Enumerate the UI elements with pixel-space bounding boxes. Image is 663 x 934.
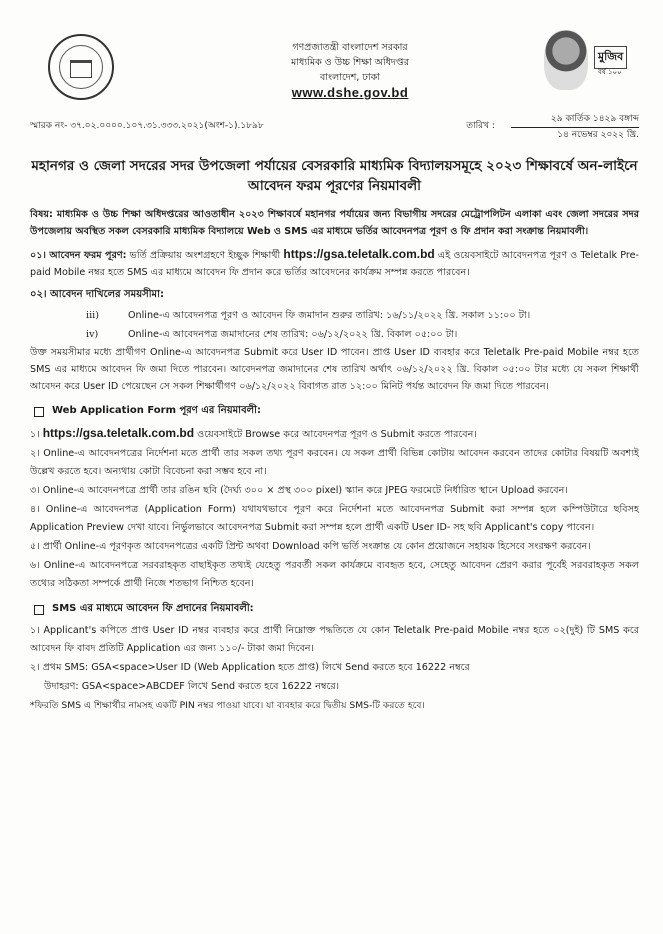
rule-text: প্রার্থী Online-এ পূরণকৃত আবেদনপত্রের একটি প্রিন্ট অথবা Download কপি ভর্তি সংক্রান্ত যে কোন প্রয়োজনে সহায়ক হিসেবে সংরক্ষণ করবেন।: [39, 541, 591, 552]
mujib-sub-label: বর্ষ ১০০: [598, 68, 622, 76]
rule-num: ৪।: [30, 504, 40, 515]
sms-note: *ফিরতি SMS এ শিক্ষার্থীর নামসহ একটি PIN নম্বর পাওয়া যাবে। যা ব্যবহার করে দ্বিতীয় SMS-টি করতে হবে।: [30, 700, 425, 711]
deadline-num: iii): [86, 310, 99, 321]
website-link[interactable]: www.dshe.gov.bd: [291, 85, 409, 100]
mujib-year-logo-icon: [538, 28, 642, 98]
web-rules-heading: [30, 403, 639, 420]
section-2-paragraph: উক্ত সময়সীমার মধ্যে প্রার্থীগণ Online-এ আবেদনপত্র Submit করে User ID পাবেন। প্রাপ্ত User ID ব্যবহার করে Teletalk Pre-paid Mobile নম্বর হতে SMS এর মাধ্যমে আবেদন ফি জমা দিতে পারবেন। আবেদনপত্র জমাদানের শেষ তারিখ অর্থাৎ ০৬/১২/২০২২ খ্রি. বিকাল ০৫:০০ টার মধ্যে যে সকল শিক্ষার্থী আবেদন করে User ID পেয়েছেন সে সকল শিক্ষার্থীগণ ০৬/১২/২০২২ বিবাগত রাত ১২:০০ মিনিট পর্যন্ত আবেদন ফি জমা দিতে পারবেন।: [30, 347, 639, 392]
reference-number: স্মারক নং- ৩৭.০২.০০০০.১০৭.৩১.৩৩৩.২০২১(অংশ-১).১৮৯৮: [30, 121, 264, 131]
web-rule-item: [30, 445, 639, 481]
rule-text: Applicant's কপিতে প্রাপ্ত User ID নম্বর ব্যবহার করে প্রার্থী নিম্নোক্ত পদ্ধতিতে যে কোন Teletalk Pre-paid Mobile নম্বর হতে ০২(দুই) টি SMS করে আবেদন ফি বাবদ প্রতিটি Application এর জন্য ১১০/- টাকা জমা দিবেন।: [30, 625, 639, 654]
reference-row: [30, 112, 639, 142]
web-rule-item: [30, 538, 639, 556]
web-rule-item: [30, 501, 639, 537]
deadline-item: [30, 306, 639, 325]
gov-line-2: মাধ্যমিক ও উচ্চ শিক্ষা অধিদপ্তর: [291, 57, 409, 68]
sms-example: উদাহরণ: GSA<space>ABCDEF লিখে Send করতে হবে 16222 নম্বরে।: [44, 681, 340, 692]
rule-num: ২।: [30, 662, 40, 673]
web-rule-item: [30, 424, 639, 444]
section-1-label: ০১। আবেদন ফরম পূরণ:: [30, 250, 127, 261]
rule-num: ২।: [30, 448, 40, 459]
rule-text: Online-এ আবেদনপত্রের নির্দেশনা মতে প্রার্থী তার সকল তথ্য পূরণ করবেন। যে সকল প্রার্থী বিভিন্ন কোটায় আবেদন করবেন তাদের কোটার বিষয়টি অবশ্যই উল্লেখ করতে হবে। অন্যথায় কোটা বিবেচনা করা সম্ভব হবে না।: [30, 448, 639, 477]
web-rule-item: [30, 557, 639, 593]
section-1-url[interactable]: https://gsa.teletalk.com.bd: [283, 247, 435, 261]
section-1-text-b: এই ওয়েবসাইটে আবেদনপত্র পূরণ ও Teletalk Pre-paid Mobile নম্বর হতে SMS এর মাধ্যমে আবেদন ফি প্রদান করে ভর্তির আবেদনের কার্যক্রম সম্পন্ন করতে পারবেন।: [30, 250, 639, 278]
sms-rules-heading: [30, 601, 639, 618]
deadline-text: Online-এ আবেদনপত্র জমাদানের শেষ তারিখ: ০৬/১২/২০২২ খ্রি. বিকাল ০৫:০০ টা।: [128, 329, 458, 340]
subject-paragraph: বিষয়: মাধ্যমিক ও উচ্চ শিক্ষা অধিদপ্তরের আওতাধীন ২০২৩ শিক্ষাবর্ষে মহানগর পর্যায়ের জন্য বিভাগীয় সদরের মেট্রোপলিটন এলাকা এবং জেলা সদরের সদর উপজেলায় অবস্থিত সকল বেসরকারি মাধ্যমিক বিদ্যালয়ে Web ও SMS এর মাধ্যমে ভর্তির আবেদনপত্র পূরণ ও ফি প্রদান করা সংক্রান্ত নিয়মাবলী।: [30, 209, 639, 237]
mujib-label: মুজিব: [594, 46, 627, 69]
checkbox-icon: [34, 407, 44, 417]
date-bangla: ২৯ কার্তিক ১৪২৯ বঙ্গাব্দ: [511, 112, 639, 128]
date-english: ১৪ নভেম্বর ২০২২ খ্রি.: [557, 130, 639, 140]
letterhead: [30, 0, 639, 110]
deadline-text: Online-এ আবেদনপত্র পূরণ ও আবেদন ফি জমাদান শুরুর তারিখ: ১৬/১১/২০২২ খ্রি. সকাল ১১:০০ টা।: [128, 310, 531, 321]
checkbox-icon: [34, 605, 44, 615]
document-title: মহানগর ও জেলা সদরের সদর উপজেলা পর্যায়ের বেসরকারি মাধ্যমিক বিদ্যালয়সমূহে ২০২৩ শিক্ষাবর্ষে অন-লাইনে আবেদন ফরম পূরণের নিয়মাবলী: [31, 158, 638, 194]
rule-text: Online-এ আবেদনপত্র (Application Form) যথাযথভাবে পূরণ করে নির্দেশনা মতে আবেদনপত্র Submit করা সম্পন্ন হলে কম্পিউটারে ছবিসহ Application Preview দেখা যাবে। নির্ভুলভাবে আবেদনপত্র Submit করা সম্পন্ন হলে প্রার্থী একটি User ID- সহ ছবি Applicant's copy পাবেন।: [30, 504, 639, 533]
rule-text: Online-এ আবেদনপত্রে সরবরাহকৃত বাছাইকৃত তথ্যই যেহেতু পরবর্তী সকল কার্যক্রমে ব্যবহৃত হবে, সেহেতু আবেদন প্রেরণ করার পূর্বেই সরবরাহকৃত সকল তথ্যের সঠিকতা সম্পর্কে প্রার্থী নিজে শতভাগ নিশ্চিত হবেন।: [30, 560, 639, 589]
web-rule-url[interactable]: https://gsa.teletalk.com.bd: [42, 426, 195, 440]
rule-text: প্রথম SMS: GSA<space>User ID (Web Application হতে প্রাপ্ত) লিখে Send করতে হবে 16222 নম্বরে: [39, 662, 470, 673]
date-block: [511, 112, 639, 142]
web-rule-item: [30, 482, 639, 500]
web-rules-heading-text: Web Application Form পূরণ এর নিয়মাবলী:: [52, 405, 261, 416]
rule-text: ওয়েবসাইটে Browse করে আবেদনপত্র পূরণ ও Submit করতে পারবেন।: [194, 429, 477, 440]
section-1: [30, 246, 639, 281]
deadline-num: iv): [86, 329, 99, 340]
sms-rule-item: [30, 659, 639, 677]
rule-num: ৩।: [30, 485, 40, 496]
gov-line-1: গণপ্রজাতন্ত্রী বাংলাদেশ সরকার: [292, 42, 408, 53]
rule-num: ১।: [30, 625, 40, 636]
sms-rules-heading-text: SMS এর মাধ্যমে আবেদন ফি প্রদানের নিয়মাবলী:: [52, 603, 254, 614]
rule-num: ৬।: [30, 560, 40, 571]
rule-num: ১।: [30, 429, 40, 440]
government-address: [230, 40, 470, 100]
section-1-text-a: ভর্তি প্রক্রিয়ায় অংশগ্রহণে ইচ্ছুক শিক্ষার্থী: [126, 250, 284, 261]
sms-rule-item: [30, 622, 639, 658]
gov-line-3: বাংলাদেশ, ঢাকা: [320, 72, 380, 83]
date-label: তারিখ :: [466, 121, 495, 131]
section-2-label: ০২। আবেদন দাখিলের সময়সীমা:: [30, 289, 165, 300]
rule-text: Online-এ আবেদনপত্রে প্রার্থী তার রঙিন ছবি (দৈর্ঘ্য ৩০০ × প্রস্থ ৩০০ pixel) স্ক্যান করে JPEG ফরমেটে নির্ধারিত স্থানে Upload করবেন।: [39, 485, 568, 496]
dshe-logo-icon: [48, 34, 114, 100]
deadline-item: [30, 325, 639, 344]
rule-num: ৫।: [30, 541, 40, 552]
